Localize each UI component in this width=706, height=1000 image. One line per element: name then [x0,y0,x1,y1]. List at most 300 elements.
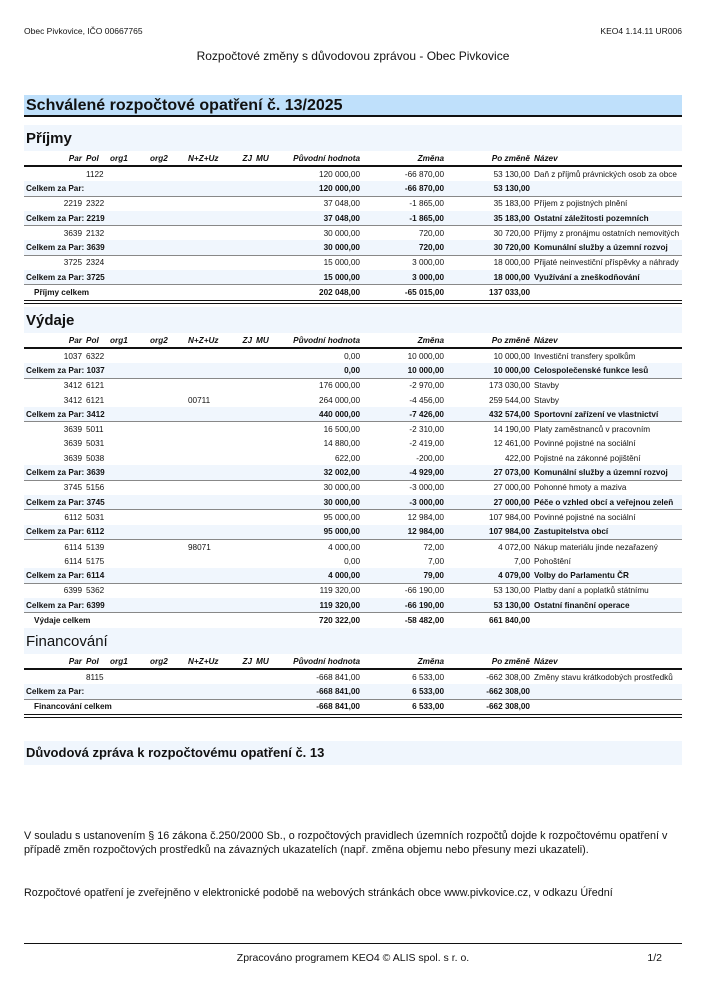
org1-cell [108,226,148,241]
org2-cell [148,255,186,270]
table-header [24,333,682,348]
zj-cell [236,451,254,465]
column-header: org1 [108,151,148,166]
page-number: 1/2 [647,952,662,964]
section-vydaje [24,307,682,632]
column-header: Par [24,333,84,348]
nzu-cell [186,510,236,525]
par-cell: 3639 [63,228,82,238]
mu-cell [254,539,274,554]
table-row [24,554,682,568]
original-value-cell: 622,00 [334,453,360,463]
total-after-change: -662 308,00 [446,699,532,716]
mu-cell [254,583,274,598]
table-row [24,669,682,684]
mu-cell [254,554,274,568]
pol-cell: 5011 [86,425,104,435]
original-value-cell: 120 000,00 [274,181,362,196]
original-value-cell: 119 320,00 [319,586,360,596]
name-cell: Stavby [534,381,560,391]
table-header [24,151,682,166]
change-cell: 6 533,00 [412,672,444,682]
change-cell: -3 000,00 [409,483,444,493]
nzu-cell [186,166,236,181]
change-cell: 10 000,00 [407,351,444,361]
subtotal-label: Celkem za Par: 6114 [24,568,274,583]
column-header: ZJ [236,333,254,348]
change-cell: 3 000,00 [362,270,446,285]
zj-cell [236,437,254,451]
original-value-cell: 95 000,00 [323,512,360,522]
name-cell: Příjmy z pronájmu ostatních nemovitých [534,228,680,238]
total-change: 6 533,00 [362,699,446,716]
change-cell: -2 970,00 [409,381,444,391]
original-value-cell: 0,00 [344,351,360,361]
column-header: Pol [84,333,108,348]
table-row [24,480,682,495]
pol-cell: 5362 [86,586,105,596]
zj-cell [236,539,254,554]
original-value-cell: 0,00 [274,363,362,378]
change-cell: 6 533,00 [362,684,446,699]
nzu-cell [186,255,236,270]
total-label: Příjmy celkem [24,285,274,302]
total-after-change: 137 033,00 [446,285,532,302]
after-change-cell: 35 183,00 [446,211,532,226]
column-header: Po změně [446,654,532,669]
section-financovani [24,628,682,718]
column-header: Par [24,151,84,166]
name-cell: Investiční transfery spolkům [534,351,636,361]
column-header: Název [532,654,682,669]
original-value-cell: 0,00 [344,556,360,566]
change-cell: -2 310,00 [409,425,444,435]
after-change-cell: 432 574,00 [446,407,532,422]
nzu-cell [186,226,236,241]
change-cell: -1 865,00 [409,199,444,209]
after-change-cell: 53 130,00 [493,169,530,179]
section-title: Příjmy [24,125,682,151]
total-after-change: 661 840,00 [446,613,532,630]
column-header: org2 [148,151,186,166]
subtotal-label: Celkem za Par: 3412 [24,407,274,422]
par-cell: 3745 [63,483,82,493]
org2-cell [148,378,186,393]
reason-report-title: Důvodová zpráva k rozpočtovému opatření č. 13 [24,741,682,765]
column-header: org2 [148,333,186,348]
par-cell: 6399 [63,586,82,596]
pol-cell: 5156 [86,483,105,493]
after-change-cell: 53 130,00 [446,181,532,196]
table-row [24,451,682,465]
column-header: MU [254,333,274,348]
par-cell: 6114 [64,556,82,566]
original-value-cell: 119 320,00 [274,598,362,613]
mu-cell [254,422,274,437]
name-cell: Změny stavu krátkodobých prostředků [534,672,673,682]
name-cell: Ostatní finanční operace [532,598,682,613]
change-cell: -66 190,00 [362,598,446,613]
name-cell: Celospolečenské funkce lesů [532,363,682,378]
subtotal-row [24,240,682,255]
nzu-cell [186,378,236,393]
change-cell: 720,00 [418,228,444,238]
column-header: Po změně [446,151,532,166]
org1-cell [108,539,148,554]
footer-divider [24,943,682,944]
original-value-cell: 30 000,00 [323,483,360,493]
total-name [532,285,682,302]
after-change-cell: 27 000,00 [493,483,530,493]
change-cell: -200,00 [416,453,444,463]
org2-cell [148,583,186,598]
total-original-value: 720 322,00 [274,613,362,630]
prijmy-table [24,151,682,304]
change-cell: -1 865,00 [362,211,446,226]
par-cell: 3725 [63,258,82,268]
org1-cell [108,480,148,495]
nzu-cell [186,422,236,437]
org2-cell [148,226,186,241]
name-cell: Platy zaměstnanců v pracovním [534,425,651,435]
change-cell: 3 000,00 [412,258,444,268]
program-version: KEO4 1.14.11 UR006 [600,26,682,36]
org1-cell [108,166,148,181]
subtotal-row [24,525,682,540]
nzu-cell: 00711 [188,395,211,405]
original-value-cell: 30 000,00 [274,495,362,510]
change-cell: -7 426,00 [362,407,446,422]
org2-cell [148,393,186,407]
name-cell: Volby do Parlamentu ČR [532,568,682,583]
after-change-cell: 53 130,00 [446,598,532,613]
org2-cell [148,196,186,211]
org2-cell [148,166,186,181]
name-cell: Komunální služby a územní rozvoj [532,465,682,480]
after-change-cell: 18 000,00 [493,258,530,268]
table-row [24,510,682,525]
name-cell: Péče o vzhled obcí a veřejnou zeleň [532,495,682,510]
column-header: Původní hodnota [274,654,362,669]
total-change: -58 482,00 [362,613,446,630]
original-value-cell: -668 841,00 [316,672,360,682]
org1-cell [108,583,148,598]
column-header: Název [532,151,682,166]
org1-cell [108,348,148,363]
original-value-cell: 16 500,00 [323,425,360,435]
par-cell: 3639 [63,453,82,463]
pol-cell: 6121 [86,395,105,405]
table-row [24,166,682,181]
pol-cell: 1122 [86,169,104,179]
subtotal-row [24,211,682,226]
after-change-cell: 35 183,00 [493,199,530,209]
document-title: Rozpočtové změny s důvodovou zprávou - Obec Pivkovice [196,49,510,63]
column-header: Název [532,333,682,348]
nzu-cell [186,669,236,684]
name-cell: Stavby [534,395,560,405]
zj-cell [236,669,254,684]
par-cell: 1037 [63,351,82,361]
after-change-cell: 30 720,00 [446,240,532,255]
nzu-cell [186,348,236,363]
original-value-cell: 15 000,00 [274,270,362,285]
name-cell [532,181,682,196]
after-change-cell: 10 000,00 [446,363,532,378]
subtotal-row [24,270,682,285]
column-header: N+Z+Uz [186,654,236,669]
original-value-cell: 32 002,00 [274,465,362,480]
name-cell: Povinné pojistné na sociální [534,512,636,522]
table-row [24,226,682,241]
par-cell [24,166,84,181]
after-change-cell: 107 984,00 [489,512,530,522]
mu-cell [254,393,274,407]
zj-cell [236,226,254,241]
change-cell: 79,00 [362,568,446,583]
original-value-cell: 176 000,00 [319,381,360,391]
after-change-cell: 107 984,00 [446,525,532,540]
subtotal-label: Celkem za Par: 6399 [24,598,274,613]
nzu-cell [186,480,236,495]
column-header: N+Z+Uz [186,333,236,348]
after-change-cell: 422,00 [504,453,530,463]
org2-cell [148,451,186,465]
column-header: Změna [362,333,446,348]
column-header: Par [24,654,84,669]
nzu-cell: 98071 [188,542,211,552]
change-cell: 72,00 [423,542,444,552]
reason-paragraph-1: V souladu s ustanovením § 16 zákona č.250/2000 Sb., o rozpočtových pravidlech územních rozpočtů dojde k rozpočtovému opatření v případě změn rozpočtových prostředků na závazných ukazatelích (např. změna objemu nebo přesuny mezi ukazateli). [24,830,668,856]
pol-cell: 6121 [86,381,105,391]
subtotal-row [24,363,682,378]
org2-cell [148,480,186,495]
table-row [24,393,682,407]
zj-cell [236,348,254,363]
name-cell: Platby daní a poplatků státnímu [534,586,649,596]
after-change-cell: 12 461,00 [493,439,530,449]
change-cell: -3 000,00 [362,495,446,510]
name-cell: Využívání a zneškodňování [532,270,682,285]
financovani-table [24,654,682,718]
total-label: Financování celkem [24,699,274,716]
zj-cell [236,166,254,181]
pol-cell: 2324 [86,258,105,268]
original-value-cell: -668 841,00 [274,684,362,699]
par-cell: 3639 [63,439,82,449]
total-original-value: 202 048,00 [274,285,362,302]
after-change-cell: 27 000,00 [446,495,532,510]
change-cell: 10 000,00 [362,363,446,378]
pol-cell: 6322 [86,351,105,361]
subtotal-label: Celkem za Par: [24,181,274,196]
par-cell: 2219 [63,199,82,209]
name-cell: Sportovní zařízení ve vlastnictví [532,407,682,422]
original-value-cell: 120 000,00 [319,169,360,179]
column-header: Pol [84,654,108,669]
name-cell: Pohonné hmoty a maziva [534,483,627,493]
zj-cell [236,422,254,437]
after-change-cell: 18 000,00 [446,270,532,285]
approved-measure-banner: Schválené rozpočtové opatření č. 13/2025 [24,95,682,117]
after-change-cell: 7,00 [514,556,530,566]
name-cell: Komunální služby a územní rozvoj [532,240,682,255]
column-header: org1 [108,333,148,348]
column-header: org2 [148,654,186,669]
org1-cell [108,378,148,393]
par-cell: 3412 [63,381,82,391]
section-total-row [24,285,682,302]
after-change-cell: 10 000,00 [493,351,530,361]
name-cell: Zastupitelstva obcí [532,525,682,540]
org2-cell [148,422,186,437]
section-prijmy [24,125,682,304]
mu-cell [254,669,274,684]
total-name [532,699,682,716]
mu-cell [254,480,274,495]
org1-cell [108,393,148,407]
zj-cell [236,583,254,598]
section-total-row [24,699,682,716]
subtotal-label: Celkem za Par: 3745 [24,495,274,510]
par-cell: 3412 [63,395,82,405]
name-cell: Povinné pojistné na sociální [534,439,636,449]
subtotal-row [24,495,682,510]
change-cell: 12 984,00 [407,512,444,522]
reason-paragraph-2: Rozpočtové opatření je zveřejněno v elektronické podobě na webových stránkách obce www.pivkovice.cz, v odkazu Úřední [24,887,613,899]
subtotal-label: Celkem za Par: 1037 [24,363,274,378]
change-cell: -66 870,00 [362,181,446,196]
pol-cell: 8115 [86,672,104,682]
org2-cell [148,554,186,568]
original-value-cell: 30 000,00 [274,240,362,255]
after-change-cell: -662 308,00 [446,684,532,699]
org1-cell [108,554,148,568]
zj-cell [236,480,254,495]
name-cell: Nákup materiálu jinde nezařazený [534,542,658,552]
subtotal-label: Celkem za Par: 2219 [24,211,274,226]
org1-cell [108,451,148,465]
pol-cell: 5031 [86,512,105,522]
org2-cell [148,539,186,554]
column-header: org1 [108,654,148,669]
par-cell [24,669,84,684]
par-cell: 3639 [63,425,82,435]
subtotal-row [24,465,682,480]
nzu-cell [186,583,236,598]
column-header: Změna [362,151,446,166]
subtotal-row [24,407,682,422]
org2-cell [148,510,186,525]
original-value-cell: 15 000,00 [323,258,360,268]
org2-cell [148,669,186,684]
change-cell: 12 984,00 [362,525,446,540]
column-header: N+Z+Uz [186,151,236,166]
change-cell: 7,00 [428,556,444,566]
table-row [24,422,682,437]
name-cell [532,684,682,699]
column-header: Změna [362,654,446,669]
after-change-cell: 53 130,00 [493,586,530,596]
pol-cell: 5175 [86,556,105,566]
mu-cell [254,348,274,363]
zj-cell [236,554,254,568]
table-row [24,583,682,598]
column-header: Původní hodnota [274,151,362,166]
pol-cell: 2322 [86,199,105,209]
after-change-cell: 30 720,00 [493,228,530,238]
change-cell: -66 870,00 [404,169,444,179]
name-cell: Přijaté neinvestiční příspěvky a náhrady [534,258,679,268]
mu-cell [254,451,274,465]
subtotal-label: Celkem za Par: [24,684,274,699]
change-cell: -4 929,00 [362,465,446,480]
table-row [24,348,682,363]
zj-cell [236,255,254,270]
subtotal-label: Celkem za Par: 3725 [24,270,274,285]
pol-cell: 5038 [86,453,105,463]
original-value-cell: 95 000,00 [274,525,362,540]
after-change-cell: 259 544,00 [489,395,530,405]
after-change-cell: 14 190,00 [493,425,530,435]
change-cell: 720,00 [362,240,446,255]
subtotal-row [24,598,682,613]
column-header: ZJ [236,654,254,669]
nzu-cell [186,554,236,568]
vydaje-table [24,333,682,632]
original-value-cell: 37 048,00 [274,211,362,226]
zj-cell [236,510,254,525]
mu-cell [254,166,274,181]
after-change-cell: 4 079,00 [446,568,532,583]
total-change: -65 015,00 [362,285,446,302]
org1-cell [108,422,148,437]
org1-cell [108,437,148,451]
mu-cell [254,510,274,525]
org2-cell [148,348,186,363]
name-cell: Pohoštění [534,556,571,566]
mu-cell [254,255,274,270]
nzu-cell [186,451,236,465]
original-value-cell: 264 000,00 [319,395,360,405]
name-cell: Pojistné na zákonné pojištění [534,453,641,463]
mu-cell [254,378,274,393]
nzu-cell [186,196,236,211]
org1-cell [108,196,148,211]
mu-cell [254,196,274,211]
footer-text: Zpracováno programem KEO4 © ALIS spol. s r. o. [236,952,470,964]
pol-cell: 5031 [86,439,105,449]
zj-cell [236,378,254,393]
table-row [24,437,682,451]
subtotal-label: Celkem za Par: 3639 [24,240,274,255]
section-title: Financování [24,628,682,654]
subtotal-row [24,568,682,583]
original-value-cell: 4 000,00 [328,542,360,552]
column-header: MU [254,654,274,669]
after-change-cell: 27 073,00 [446,465,532,480]
mu-cell [254,226,274,241]
table-row [24,255,682,270]
zj-cell [236,196,254,211]
column-header: Pol [84,151,108,166]
column-header: ZJ [236,151,254,166]
org1-cell [108,510,148,525]
original-value-cell: 4 000,00 [274,568,362,583]
section-title: Výdaje [24,307,682,333]
name-cell: Ostatní záležitosti pozemních [532,211,682,226]
subtotal-row [24,684,682,699]
